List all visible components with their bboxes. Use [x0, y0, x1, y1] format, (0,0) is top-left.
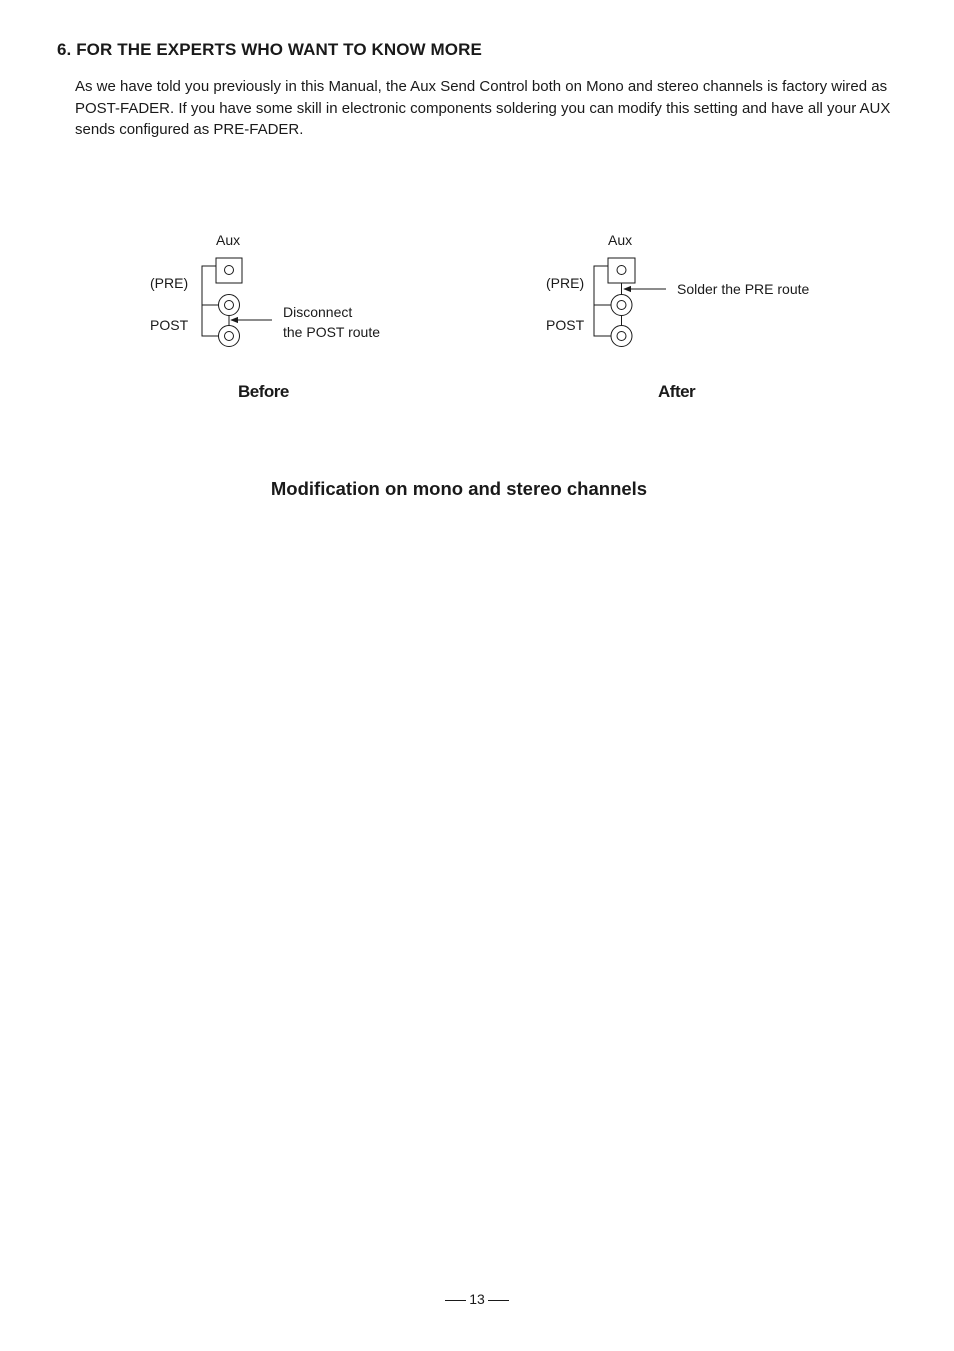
- after-aux-pad: [608, 258, 635, 283]
- footer-rule-left: [445, 1300, 466, 1301]
- before-pre-pad-hole: [225, 301, 234, 310]
- before-note-line1: Disconnect: [283, 304, 353, 320]
- wiring-figure: [0, 0, 954, 520]
- before-aux-label: Aux: [216, 232, 241, 248]
- after-post-trace: [594, 305, 611, 336]
- before-post-pad-hole: [225, 332, 234, 341]
- before-pre-pad: [219, 295, 240, 316]
- before-post-label: POST: [150, 317, 189, 333]
- after-aux-pad-hole: [617, 266, 626, 275]
- after-pre-label: (PRE): [546, 275, 585, 291]
- after-caption: After: [658, 382, 696, 401]
- before-aux-pad: [216, 258, 242, 283]
- after-note-line1: Solder the PRE route: [677, 281, 810, 297]
- wiring-diagrams: [0, 0, 954, 520]
- before-diagram: [150, 232, 380, 401]
- after-post-pad: [611, 326, 632, 347]
- footer-rule-right: [488, 1300, 509, 1301]
- before-aux-pad-hole: [225, 266, 234, 275]
- before-caption: Before: [238, 382, 289, 401]
- figure-title: Modification on mono and stereo channels: [270, 478, 648, 499]
- after-pre-pad: [611, 295, 632, 316]
- page-footer: [0, 1291, 954, 1307]
- after-aux-label: Aux: [608, 232, 633, 248]
- intro-paragraph: As we have told you previously in this Manual, the Aux Send Control both on Mono and stereo channels is factory wired as POST-FADER. If you have some skill in electronic components soldering you can modify this setting and have all your AUX sends configured as PRE-FADER.: [75, 78, 891, 138]
- before-pre-label: (PRE): [150, 275, 189, 291]
- after-post-pad-hole: [617, 332, 626, 341]
- before-note-line2: the POST route: [283, 324, 381, 340]
- section-heading: 6. FOR THE EXPERTS WHO WANT TO KNOW MORE: [57, 40, 482, 59]
- after-pre-pad-hole: [617, 301, 626, 310]
- before-post-pad: [219, 326, 240, 347]
- page-number: 13: [469, 1291, 485, 1307]
- after-diagram: [546, 232, 810, 401]
- after-post-label: POST: [546, 317, 585, 333]
- before-post-trace: [202, 305, 219, 336]
